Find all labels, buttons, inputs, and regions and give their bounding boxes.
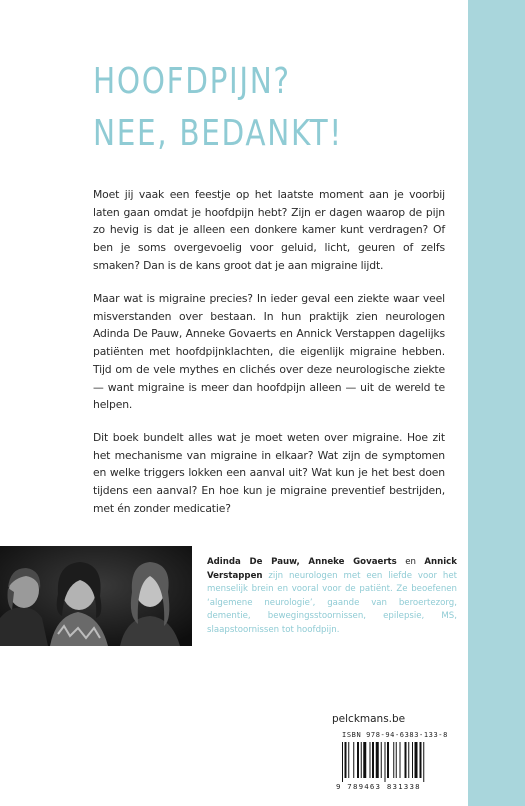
barcode-bar <box>423 742 424 782</box>
barcode-icon <box>342 742 454 782</box>
barcode-bar <box>348 742 349 778</box>
author-photo <box>0 546 192 646</box>
barcode-bar <box>385 742 386 782</box>
barcode-bar <box>405 742 407 778</box>
isbn-label: ISBN 978-94-6383-133-8 <box>342 731 448 739</box>
barcode-bar <box>387 742 389 778</box>
author-last-name: Annick Verstappen <box>207 557 457 581</box>
barcode-bar <box>370 742 371 778</box>
barcode-bar <box>412 742 413 778</box>
author-photo-icon <box>0 546 192 646</box>
barcode-digits: 9 789463 831338 <box>336 782 421 791</box>
barcode-bar <box>381 742 382 778</box>
barcode-bar <box>393 742 394 778</box>
author-bio-text: zijn neurologen met een liefde voor het menselijk brein en vooral voor de patiënt. Ze beoefenen ‘algemene neurologie’, gaande van beroertezorg, dementie, bewegingsstoornissen, epilepsie, MS, slaapstoornissen tot hoofdpijn. <box>207 570 457 635</box>
author-names: Adinda De Pauw, Anneke Govaerts <box>207 557 397 567</box>
barcode-bar <box>376 742 379 778</box>
title-line-1: HOOFDPIJN? <box>93 61 291 102</box>
cover-title <box>93 56 388 160</box>
barcode-bar <box>353 742 354 778</box>
publisher-url: pelckmans.be <box>332 713 406 725</box>
barcode-bar <box>408 742 409 778</box>
barcode-bar <box>396 742 397 778</box>
author-bio <box>207 556 457 637</box>
barcode <box>336 731 454 793</box>
barcode-bar <box>361 742 362 778</box>
barcode-bar <box>420 742 422 778</box>
barcode-bar <box>372 742 374 778</box>
title-line-2: NEE, BEDANKT! <box>93 113 343 154</box>
barcode-bar <box>415 742 418 778</box>
blurb-paragraph-1: Moet jij vaak een feestje op het laatste moment aan je voorbij laten gaan omdat je hoofdpijn hebt? Zijn er dagen waarop de pijn zo hevig is dat je alleen een donkere kamer kunt verdragen? Of ben je soms overgevoelig voor geluid, licht, geuren of zelfs smaken? Dan is de kans groot dat je aan migraine lijdt. <box>93 188 445 272</box>
barcode-bar <box>342 742 343 782</box>
blurb-paragraph-3: Dit boek bundelt alles wat je moet weten over migraine. Hoe zit het mechanisme van migraine in elkaar? Wat zijn de symptomen en welke triggers lokken een aanval uit? Wat kun je het best doen tijdens een aanval? En hoe kun je migraine preventief bestrijden, met én zonder medicatie? <box>93 431 445 515</box>
barcode-bar <box>363 742 366 778</box>
side-stripe <box>468 0 525 806</box>
blurb-paragraph-2: Maar wat is migraine precies? In ieder geval een ziekte waar veel misverstanden over bestaan. In hun praktijk zien neurologen Adinda De Pauw, Anneke Govaerts en Annick Verstappen dagelijks patiënten met hoofdpijnklachten, die eigenlijk migraine hebben. Tijd om de vele mythes en clichés over deze neurologische ziekte — want migraine is meer dan hoofdpijn alleen — uit de wereld te helpen. <box>93 292 445 412</box>
barcode-bar <box>400 742 401 778</box>
barcode-bar <box>357 742 359 778</box>
barcode-bar <box>345 742 347 778</box>
author-names-conjunction: en <box>396 557 425 567</box>
